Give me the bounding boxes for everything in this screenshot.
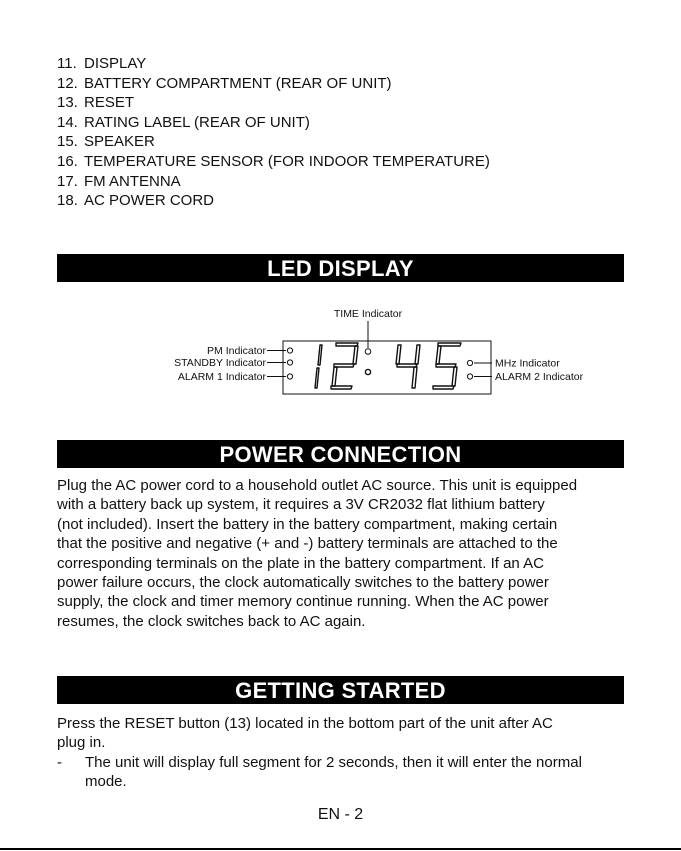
bullet-dash: - bbox=[57, 754, 62, 771]
standby-indicator-dot bbox=[287, 360, 292, 365]
colon bbox=[365, 369, 370, 374]
part-label: FM ANTENNA bbox=[84, 172, 181, 190]
getting-started-bullet bbox=[57, 753, 632, 793]
bullet-line: mode. bbox=[85, 773, 127, 791]
part-label: RESET bbox=[84, 94, 135, 112]
paragraph-line: corresponding terminals on the plate in the battery compartment. If an AC bbox=[57, 554, 544, 572]
list-item bbox=[57, 132, 637, 152]
part-label: AC POWER CORD bbox=[84, 192, 215, 210]
part-number: 14. bbox=[57, 113, 78, 131]
paragraph-line: Plug the AC power cord to a household outlet AC source. This unit is equipped bbox=[57, 477, 578, 494]
mhz-indicator-label: MHz Indicator bbox=[495, 357, 560, 370]
section-header-led-display: LED DISPLAY bbox=[57, 254, 624, 282]
paragraph-line: (not included). Insert the battery in the battery compartment, making certain bbox=[57, 515, 558, 533]
part-label: TEMPERATURE SENSOR (FOR INDOOR TEMPERATURE) bbox=[84, 152, 490, 170]
part-number: 18. bbox=[57, 192, 78, 210]
section-header-getting-started: GETTING STARTED bbox=[57, 676, 624, 704]
part-number: 17. bbox=[57, 172, 78, 190]
alarm1-indicator-label: ALARM 1 Indicator bbox=[177, 371, 266, 383]
part-number: 15. bbox=[57, 133, 78, 151]
alarm2-indicator-label: ALARM 2 Indicator bbox=[495, 371, 584, 383]
time-indicator-dot bbox=[365, 349, 371, 355]
time-indicator-label: TIME Indicator bbox=[333, 308, 403, 320]
paragraph-line: Press the RESET button (13) located in the bottom part of the unit after AC bbox=[57, 715, 553, 732]
bullet-text bbox=[85, 753, 645, 792]
paragraph-line: resumes, the clock switches back to AC again. bbox=[57, 612, 366, 630]
list-item bbox=[57, 93, 637, 113]
paragraph-line: that the positive and negative (+ and -) battery terminals are attached to the bbox=[57, 535, 558, 553]
paragraph-line: plug in. bbox=[57, 734, 106, 752]
list-item bbox=[57, 152, 637, 172]
digit-5 bbox=[433, 343, 461, 389]
standby-indicator-label: STANDBY Indicator bbox=[174, 357, 266, 369]
section-header-power-connection: POWER CONNECTION bbox=[57, 440, 624, 468]
display-frame bbox=[283, 341, 491, 394]
part-number: 11. bbox=[57, 55, 77, 72]
bottom-rule bbox=[0, 848, 681, 850]
digit-4 bbox=[396, 345, 420, 388]
power-connection-paragraph bbox=[57, 476, 632, 631]
part-label: RATING LABEL (REAR OF UNIT) bbox=[84, 113, 310, 131]
bullet-line: The unit will display full segment for 2 seconds, then it will enter the normal bbox=[85, 754, 582, 771]
part-number: 13. bbox=[57, 94, 78, 112]
seven-segment-digits bbox=[315, 343, 461, 389]
pm-indicator-label: PM Indicator bbox=[207, 345, 266, 357]
alarm2-indicator-dot bbox=[467, 374, 472, 379]
digit-2 bbox=[331, 343, 358, 389]
part-number: 16. bbox=[57, 152, 78, 170]
list-item bbox=[57, 74, 637, 94]
list-item bbox=[57, 54, 637, 74]
paragraph-line: power failure occurs, the clock automatically switches to the battery power bbox=[57, 574, 549, 592]
digit-1 bbox=[315, 345, 322, 388]
page-number: EN - 2 bbox=[317, 806, 364, 823]
mhz-indicator-dot bbox=[467, 360, 472, 365]
paragraph-line: with a battery back up system, it requires a 3V CR2032 flat lithium battery bbox=[57, 496, 545, 514]
parts-list bbox=[57, 54, 637, 211]
led-display-diagram bbox=[0, 300, 681, 410]
part-label: SPEAKER bbox=[84, 133, 155, 151]
alarm1-indicator-dot bbox=[287, 374, 292, 379]
part-label: BATTERY COMPARTMENT (REAR OF UNIT) bbox=[84, 74, 392, 92]
list-item bbox=[57, 191, 637, 211]
pm-indicator-dot bbox=[287, 348, 292, 353]
paragraph-line: supply, the clock and timer memory continue running. When the AC power bbox=[57, 593, 549, 611]
part-number: 12. bbox=[57, 74, 78, 92]
list-item bbox=[57, 113, 637, 133]
part-label: DISPLAY bbox=[84, 55, 147, 72]
getting-started-paragraph bbox=[57, 714, 632, 753]
list-item bbox=[57, 172, 637, 192]
